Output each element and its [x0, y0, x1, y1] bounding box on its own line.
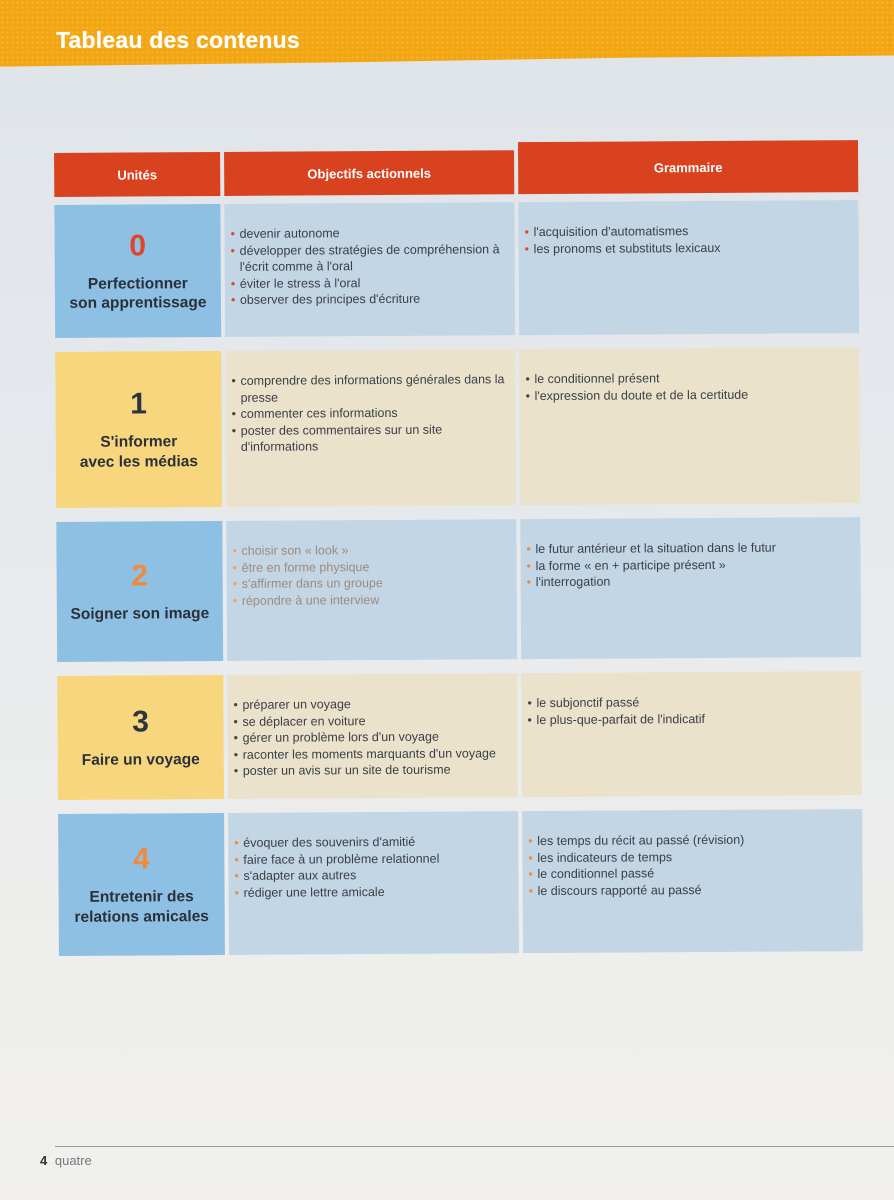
list-item: • le discours rapporté au passé	[529, 881, 863, 900]
unit-title	[69, 274, 206, 314]
list-item: • le futur antérieur et la situation dans le futur	[526, 539, 860, 558]
unit-title	[82, 750, 200, 770]
unit-title	[80, 432, 198, 471]
page-title: Tableau des contenus	[56, 27, 300, 53]
list-item: • le conditionnel présent	[525, 369, 859, 388]
column-header-grammar: Grammaire	[518, 140, 858, 194]
objectives-cell	[225, 349, 516, 507]
unit-cell	[58, 813, 225, 956]
table-header	[54, 140, 858, 197]
unit-title-line: Entretenir des	[89, 888, 194, 906]
objectives-cell	[228, 811, 519, 955]
unit-title-line: son apprentissage	[69, 294, 207, 312]
grammar-cell	[519, 347, 860, 505]
list-item: • poster un avis sur un site de tourisme	[234, 761, 518, 779]
table-row	[54, 200, 859, 338]
grammar-cell	[521, 671, 862, 797]
list-item: • faire face à un problème relationnel	[234, 850, 518, 868]
list-item: • choisir son « look »	[232, 541, 516, 559]
list-item: • devenir autonome	[230, 224, 514, 242]
unit-title-line: Faire un voyage	[81, 750, 200, 769]
list-item: • éviter le stress à l'oral	[231, 274, 515, 292]
list-item: • l'interrogation	[527, 572, 861, 591]
unit-cell	[57, 675, 224, 800]
list-item: • le subjonctif passé	[527, 693, 861, 712]
list-item: • le conditionnel passé	[528, 864, 862, 883]
list-item: • rédiger une lettre amicale	[235, 883, 519, 901]
grammar-cell	[522, 809, 863, 953]
list-item: • s'adapter aux autres	[234, 866, 518, 884]
unit-number: 3	[132, 705, 149, 739]
list-item: • la forme « en + participe présent »	[527, 556, 861, 575]
page-number	[40, 1153, 92, 1168]
column-header-units: Unités	[54, 152, 220, 197]
list-item: • l'expression du doute et de la certitude	[525, 386, 859, 405]
unit-title	[70, 604, 209, 624]
list-item: • les pronoms et substituts lexicaux	[525, 239, 859, 258]
unit-number: 1	[130, 387, 148, 421]
table-row	[55, 347, 860, 508]
unit-title-line: relations amicales	[74, 907, 209, 926]
list-item: • évoquer des souvenirs d'amitié	[234, 833, 518, 851]
list-item: • être en forme physique	[233, 558, 517, 576]
unit-number: 2	[131, 559, 149, 593]
table-row	[58, 809, 863, 956]
list-item: • se déplacer en voiture	[233, 712, 517, 730]
column-header-objectives: Objectifs actionnels	[224, 150, 514, 196]
list-item: • commenter ces informations	[232, 404, 516, 422]
objectives-cell	[224, 202, 515, 337]
list-item: • répondre à une interview	[233, 591, 517, 609]
list-item: • développer des stratégies de compréhension à l'écrit comme à l'oral	[231, 241, 515, 276]
unit-title-line: Perfectionner	[87, 274, 188, 293]
unit-title-line: Soigner son image	[70, 604, 210, 623]
page-number-word: quatre	[54, 1153, 92, 1168]
contents-table	[54, 140, 863, 956]
list-item: • les indicateurs de temps	[528, 848, 862, 867]
list-item: • comprendre des informations générales dans la presse	[231, 371, 515, 406]
unit-title	[74, 887, 209, 927]
grammar-cell	[518, 200, 859, 335]
objectives-cell	[226, 519, 517, 661]
list-item: • le plus-que-parfait de l'indicatif	[527, 710, 861, 729]
list-item: • s'affirmer dans un groupe	[233, 574, 517, 592]
list-item: • poster des commentaires sur un site d'informations	[232, 421, 516, 456]
unit-title-line: S'informer	[100, 433, 178, 451]
list-item: • les temps du récit au passé (révision)	[528, 831, 862, 850]
objectives-cell	[227, 673, 518, 799]
page-number-digit: 4	[40, 1153, 48, 1168]
unit-number: 4	[132, 842, 150, 876]
table-row	[56, 517, 861, 662]
table-row	[57, 671, 862, 800]
unit-cell	[55, 351, 222, 508]
unit-cell	[56, 521, 223, 662]
list-item: • préparer un voyage	[233, 695, 517, 713]
list-item: • gérer un problème lors d'un voyage	[234, 728, 518, 746]
unit-title-line: avec les médias	[79, 452, 199, 471]
list-item: • l'acquisition d'automatismes	[524, 222, 858, 241]
list-item: • observer des principes d'écriture	[231, 290, 515, 308]
list-item: • raconter les moments marquants d'un voyage	[234, 745, 518, 763]
grammar-cell	[520, 517, 861, 659]
footer-divider	[55, 1146, 894, 1147]
unit-number: 0	[129, 229, 147, 263]
unit-cell	[54, 204, 221, 338]
